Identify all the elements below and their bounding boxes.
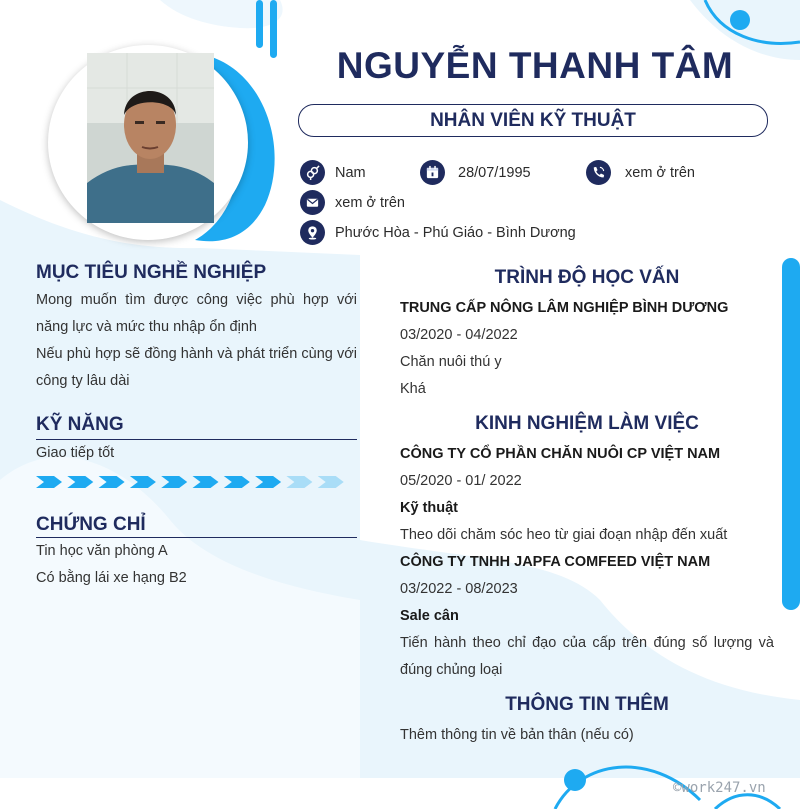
additional-text: Thêm thông tin về bản thân (nếu có) bbox=[400, 727, 634, 743]
job-period: 05/2020 - 01/ 2022 bbox=[400, 473, 522, 489]
gender-value: Nam bbox=[335, 164, 366, 181]
address-value: Phước Hòa - Phú Giáo - Bình Dương bbox=[335, 224, 576, 241]
contact-birthday bbox=[420, 160, 531, 185]
education-grade: Khá bbox=[400, 381, 426, 397]
contact-gender bbox=[300, 160, 366, 185]
objective-title: MỤC TIÊU NGHỀ NGHIỆP bbox=[36, 262, 267, 283]
skill-level-chevron bbox=[224, 476, 250, 488]
experience-title: KINH NGHIỆM LÀM VIỆC bbox=[475, 413, 699, 434]
skills-title: KỸ NĂNG bbox=[36, 414, 124, 435]
additional-title: THÔNG TIN THÊM bbox=[505, 694, 669, 715]
candidate-name: NGUYỄN THANH TÂM bbox=[336, 45, 734, 86]
skill-level-chevron bbox=[67, 476, 93, 488]
objective-line-2: Nếu phù hợp sẽ đồng hành và phát triển cùng với công ty lâu dài bbox=[36, 346, 357, 389]
email-value: xem ở trên bbox=[335, 194, 405, 211]
phone-value: xem ở trên bbox=[625, 164, 695, 181]
education-period: 03/2020 - 04/2022 bbox=[400, 327, 518, 343]
education-major: Chăn nuôi thú y bbox=[400, 354, 502, 370]
watermark: ©work247.vn bbox=[673, 780, 766, 796]
contact-email bbox=[300, 190, 405, 215]
job-position: Kỹ thuật bbox=[400, 500, 458, 516]
skill-level-chevron bbox=[130, 476, 156, 488]
birthday-value: 28/07/1995 bbox=[458, 164, 531, 181]
gender-icon bbox=[300, 160, 325, 185]
skill-level-chevron bbox=[161, 476, 187, 488]
skill-level-chevron bbox=[36, 476, 62, 488]
skill-level-bar bbox=[36, 474, 356, 490]
skill-level-chevron bbox=[99, 476, 125, 488]
contact-address bbox=[300, 220, 576, 245]
education-school: TRUNG CẤP NÔNG LÂM NGHIỆP BÌNH DƯƠNG bbox=[400, 300, 729, 316]
avatar bbox=[87, 53, 214, 223]
skill-level-chevron bbox=[318, 476, 344, 488]
certificates-title: CHỨNG CHỈ bbox=[36, 514, 146, 535]
job-title: NHÂN VIÊN KỸ THUẬT bbox=[298, 104, 768, 137]
job-company: CÔNG TY TNHH JAPFA COMFEED VIỆT NAM bbox=[400, 554, 711, 570]
education-title: TRÌNH ĐỘ HỌC VẤN bbox=[494, 267, 680, 288]
certificate-item: Tin học văn phòng A bbox=[36, 543, 168, 559]
contact-phone bbox=[586, 160, 695, 185]
skill-level-chevron bbox=[193, 476, 219, 488]
job-description: Tiến hành theo chỉ đạo của cấp trên đúng số lượng và đúng chủng loại bbox=[400, 635, 774, 678]
email-icon bbox=[300, 190, 325, 215]
skill-name: Giao tiếp tốt bbox=[36, 445, 115, 461]
calendar-icon bbox=[420, 160, 445, 185]
job-position: Sale cân bbox=[400, 608, 459, 624]
certificate-item: Có bằng lái xe hạng B2 bbox=[36, 570, 187, 586]
job-description: Theo dõi chăm sóc heo từ giai đoạn nhập đến xuất bbox=[400, 527, 728, 543]
job-period: 03/2022 - 08/2023 bbox=[400, 581, 518, 597]
job-company: CÔNG TY CỔ PHẦN CHĂN NUÔI CP VIỆT NAM bbox=[400, 446, 721, 462]
skill-level-chevron bbox=[286, 476, 312, 488]
objective-line-1: Mong muốn tìm được công việc phù hợp với năng lực và mức thu nhập ổn định bbox=[36, 292, 357, 335]
skill-level-chevron bbox=[255, 476, 281, 488]
phone-icon bbox=[586, 160, 611, 185]
location-icon bbox=[300, 220, 325, 245]
